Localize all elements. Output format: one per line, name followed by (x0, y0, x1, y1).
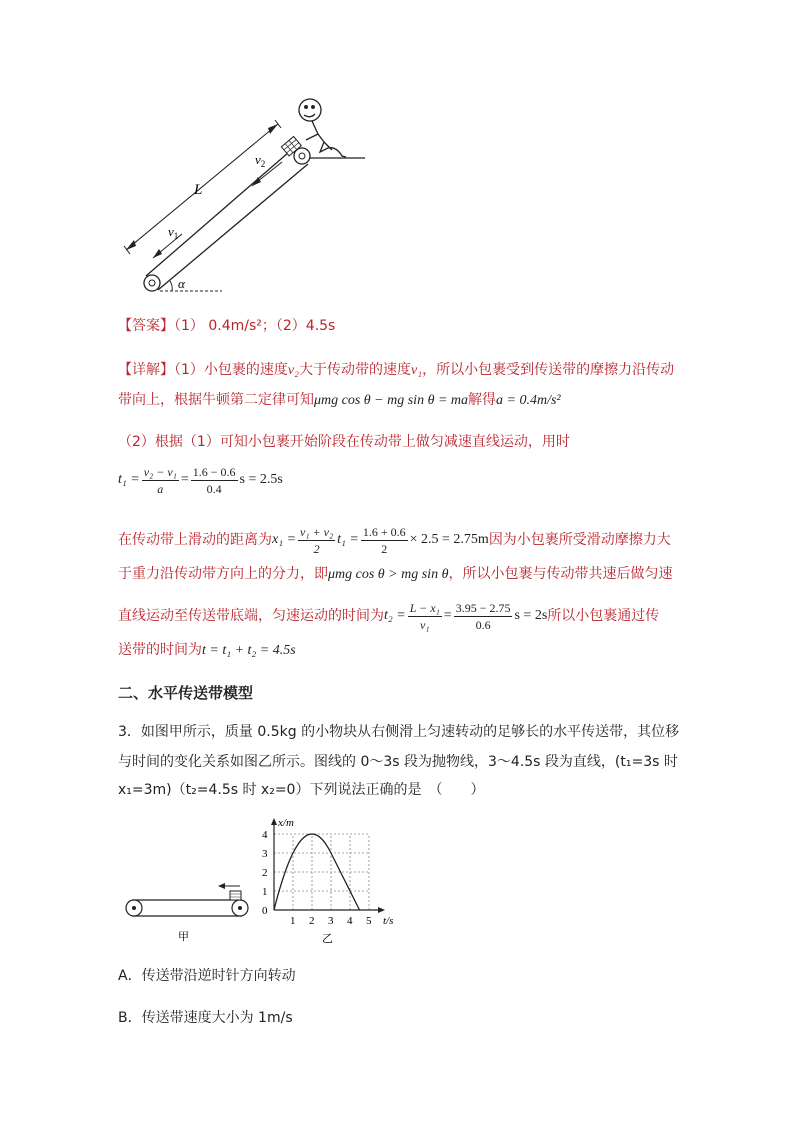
total-time-equation: t = t₁ + t₂ = 4.5s (202, 643, 296, 658)
option-b: B．传送带速度大小为 1m/s (118, 1010, 293, 1026)
y-tick-label: 2 (262, 867, 268, 879)
x1-lhs: x₁ = (272, 532, 297, 547)
length-arrow-head-top (268, 124, 278, 134)
t2-result: s = 2s (514, 608, 548, 623)
fraction-numerator: 1.6 − 0.6 (192, 464, 236, 479)
fraction-numerator: 1.6 + 0.6 (362, 524, 406, 539)
length-tick-top (275, 120, 281, 128)
answer-text: （1） 0.4m/s²；（2）4.5s (174, 318, 336, 334)
small-block (230, 891, 241, 900)
belt-upper-edge (146, 146, 296, 276)
t1-fraction-1 (142, 464, 179, 497)
y-tick-label: 1 (262, 886, 268, 898)
v1-arrow-head (153, 249, 162, 258)
x1-fraction-1 (298, 524, 335, 557)
detail-text: 大于传动带的速度 (299, 362, 412, 378)
answer-line (118, 316, 335, 336)
worker-figure (299, 99, 346, 157)
acceleration-result: a = 0.4m/s² (496, 393, 561, 408)
horizontal-belt-figure (118, 880, 258, 945)
symbol-v2: v₂ (287, 363, 300, 378)
newton-equation: μmg cos θ − mg sin θ = ma (314, 393, 469, 408)
t1-result: s = 2.5s (239, 472, 283, 487)
detail-text: ，所以小包裹与传动带共速后做匀速 (448, 566, 673, 582)
right-roller-axle (238, 906, 242, 910)
fraction-denominator: v₁ (420, 617, 430, 632)
t1-equation (118, 460, 283, 500)
x-tick-label: 3 (328, 915, 334, 927)
equals-sign: = (180, 472, 189, 487)
x-tick-label: 5 (366, 915, 372, 927)
detail-line-3: （2）根据（1）可知小包裹开始阶段在传动带上做匀减速直线运动，用时 (118, 434, 570, 450)
question3-line-1: 3．如图甲所示，质量 0.5kg 的小物块从右侧滑上匀速转动的足够长的水平传送带，其位移 (118, 724, 680, 740)
length-label: L (194, 182, 203, 198)
fraction-numerator: 3.95 − 2.75 (455, 600, 511, 615)
t2-lhs: t₂ = (384, 608, 406, 623)
detail-line-7 (118, 640, 296, 661)
detail-line-5 (118, 564, 672, 585)
y-axis-label: x/m (278, 817, 294, 829)
detail-line-1 (118, 360, 674, 381)
detail-text: 因为小包裹所受滑动摩擦力大 (488, 532, 671, 548)
option-a: A．传送带沿逆时针方向转动 (118, 968, 296, 984)
v2-label: $v_2$ (255, 152, 266, 169)
y-tick-label: 3 (262, 848, 268, 860)
fraction-denominator: 0.6 (475, 617, 491, 632)
figure-jia-label: 甲 (178, 931, 189, 943)
fraction-numerator: v₁ + v₂ (300, 524, 334, 539)
belt-lower-edge (158, 164, 308, 290)
fraction-denominator: a (157, 481, 164, 496)
fraction-numerator: v₂ − v₁ (143, 464, 177, 479)
fraction-denominator: 0.4 (206, 481, 222, 496)
answer-tag: 【答案】 (118, 318, 174, 334)
detail-text: 在传动带上滑动的距离为 (118, 532, 272, 548)
x-tick-label: 4 (347, 915, 353, 927)
detail-text: 于重力沿传动带方向上的分力，即 (118, 566, 328, 582)
symbol-v1: v₁ (411, 363, 423, 378)
v1-label: $v_1$ (168, 224, 179, 241)
x-tick-label: 2 (309, 915, 315, 927)
y-axis-arrow (271, 818, 277, 825)
fraction-denominator: 2 (313, 541, 320, 556)
fraction-denominator: 2 (381, 541, 388, 556)
x-tick-label: 1 (290, 915, 296, 927)
detail-line-2 (118, 390, 561, 411)
question3-line-2: 与时间的变化关系如图乙所示。图线的 0～3s 段为抛物线，3～4.5s 段为直线，(t₁=3s 时 (118, 754, 678, 770)
detail-line-6 (118, 596, 659, 636)
detail-tag: 【详解】 (118, 362, 174, 378)
x-t-chart (248, 816, 398, 946)
detail-text: （1）小包裹的速度 (174, 362, 288, 378)
detail-text: 送带的时间为 (118, 642, 202, 658)
x-axis-arrow (378, 907, 385, 913)
friction-inequality: μmg cos θ > mg sin θ (328, 567, 449, 582)
t2-fraction-1 (408, 600, 442, 633)
x1-mid: t₁ = (337, 532, 359, 547)
velocity-arrow-head (218, 883, 225, 889)
origin-label: 0 (262, 905, 268, 917)
x1-result: × 2.5 = 2.75m (409, 532, 489, 547)
left-roller-axle (132, 906, 136, 910)
length-arrow-head-bottom (126, 240, 136, 250)
t2-fraction-2 (454, 600, 513, 633)
x1-fraction-2 (361, 524, 408, 557)
detail-text: 所以小包裹通过传 (547, 608, 660, 624)
y-tick-label: 4 (262, 829, 268, 841)
section-heading: 二、水平传送带模型 (118, 684, 254, 702)
detail-text: 直线运动至传送带底端，匀速运动的时间为 (118, 608, 384, 624)
detail-text: 解得 (468, 392, 497, 408)
detail-line-4 (118, 520, 671, 560)
x-axis-label: t/s (383, 915, 394, 927)
question3-line-3: x₁=3m)（t₂=4.5s 时 x₂=0）下列说法正确的是 （ ） (118, 782, 485, 798)
equals-sign: = (443, 608, 452, 623)
detail-text: ，所以小包裹受到传送带的摩擦力沿传动 (422, 362, 675, 378)
top-roller-axle (299, 153, 305, 159)
fraction-numerator: L − x₁ (409, 600, 440, 615)
t1-lhs: t₁ = (118, 472, 140, 487)
alpha-label: α (178, 276, 185, 291)
t1-fraction-2 (191, 464, 238, 497)
bottom-roller-axle (149, 280, 155, 286)
figure-yi-label: 乙 (322, 933, 333, 945)
inclined-conveyor-figure (110, 90, 380, 305)
angle-arc (170, 281, 172, 291)
detail-text: 带向上，根据牛顿第二定律可知 (118, 392, 314, 408)
